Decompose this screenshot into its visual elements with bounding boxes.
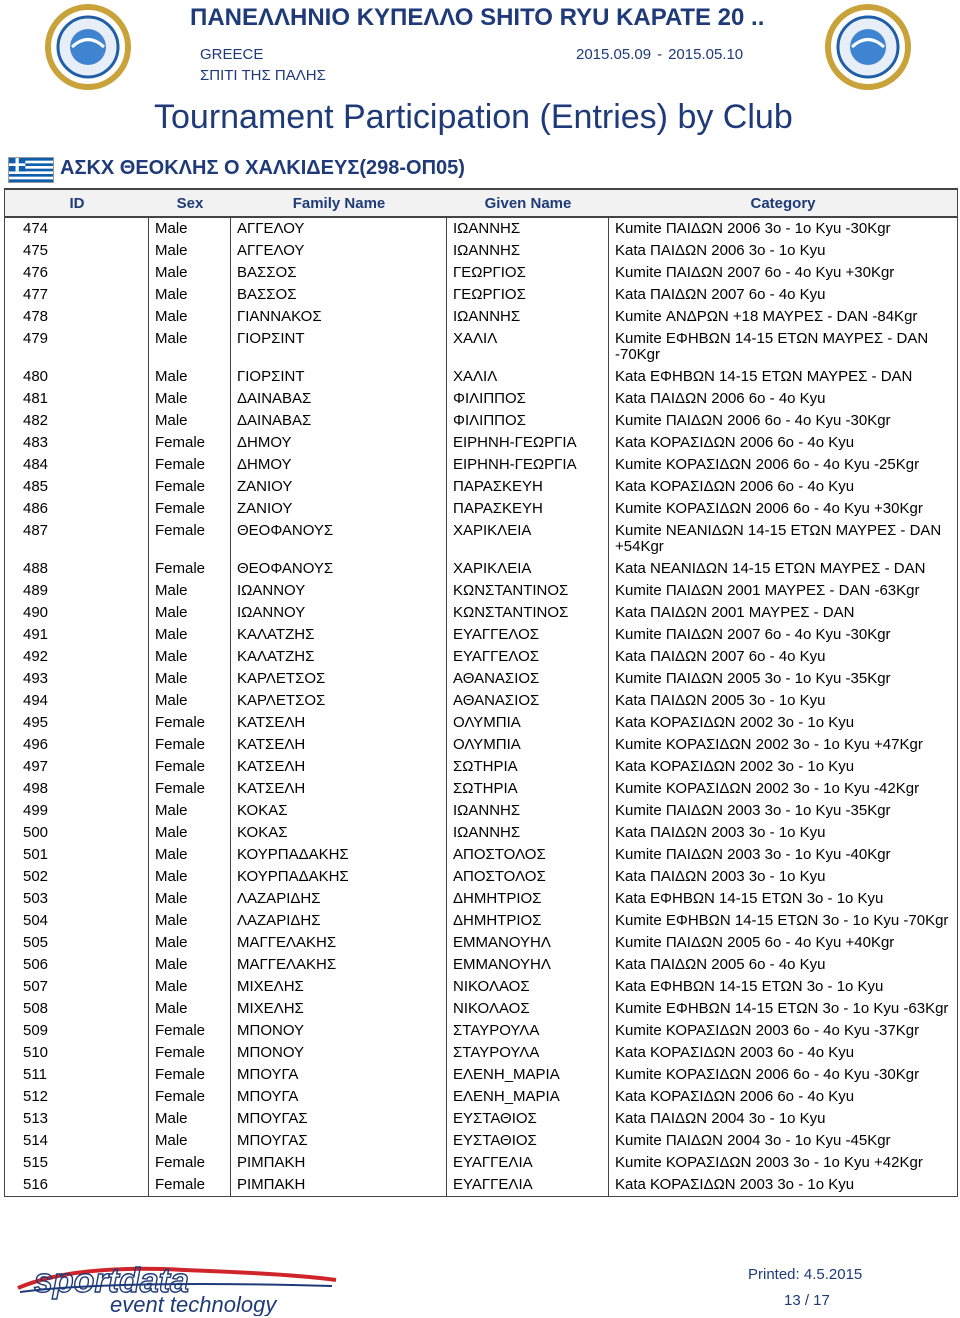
event-country: GREECE — [200, 46, 264, 63]
cell-sex: Male — [149, 366, 231, 388]
cell-sex: Male — [149, 1130, 231, 1152]
event-title: ΠΑΝΕΛΛΗΝΙΟ ΚΥΠΕΛΛΟ SHITO RYU ΚΑΡΑΤΕ 20 .. — [190, 4, 765, 31]
cell-id: 490 — [5, 602, 149, 624]
cell-id: 502 — [5, 866, 149, 888]
cell-family-name: ΡΙΜΠΑΚΗ — [231, 1152, 447, 1174]
table-row — [5, 998, 957, 1020]
cell-category: Kata ΚΟΡΑΣΙΔΩΝ 2006 6ο - 4ο Kyu — [615, 478, 855, 495]
club-header — [4, 150, 956, 186]
cell-family-name: ΜΠΟΥΓΑΣ — [231, 1130, 447, 1152]
cell-sex: Male — [149, 932, 231, 954]
table-row — [5, 432, 957, 454]
cell-given-name: ΕΥΑΓΓΕΛΟΣ — [447, 624, 609, 646]
cell-category: Kata ΠΑΙΔΩΝ 2007 6ο - 4ο Kyu — [615, 286, 826, 303]
cell-given-name: ΣΩΤΗΡΙΑ — [447, 756, 609, 778]
cell-sex: Male — [149, 910, 231, 932]
cell-id: 514 — [5, 1130, 149, 1152]
column-header-sex: Sex — [176, 194, 204, 212]
cell-category: Kata ΠΑΙΔΩΝ 2003 3ο - 1ο Kyu — [615, 868, 826, 885]
table-row — [5, 262, 957, 284]
cell-given-name: ΠΑΡΑΣΚΕΥΗ — [447, 476, 609, 498]
cell-category: Kumite ΚΟΡΑΣΙΔΩΝ 2003 3ο - 1ο Kyu +42Kgr — [615, 1154, 923, 1171]
cell-family-name: ΖΑΝΙΟΥ — [231, 476, 447, 498]
cell-id: 483 — [5, 432, 149, 454]
cell-given-name: ΕΙΡΗΝΗ-ΓΕΩΡΓΙΑ — [447, 432, 609, 454]
table-row — [5, 734, 957, 756]
cell-given-name: ΝΙΚΟΛΑΟΣ — [447, 998, 609, 1020]
cell-id: 495 — [5, 712, 149, 734]
cell-given-name: ΕΜΜΑΝΟΥΗΛ — [447, 954, 609, 976]
cell-given-name: ΝΙΚΟΛΑΟΣ — [447, 976, 609, 998]
cell-sex: Female — [149, 756, 231, 778]
cell-id: 476 — [5, 262, 149, 284]
cell-family-name: ΙΩΑΝΝΟΥ — [231, 580, 447, 602]
cell-family-name: ΓΙΟΡΣΙΝΤ — [231, 366, 447, 388]
cell-sex: Male — [149, 388, 231, 410]
cell-id: 485 — [5, 476, 149, 498]
cell-given-name: ΙΩΑΝΝΗΣ — [447, 218, 609, 240]
cell-id: 510 — [5, 1042, 149, 1064]
cell-given-name: ΔΗΜΗΤΡΙΟΣ — [447, 910, 609, 932]
table-row — [5, 366, 957, 388]
cell-id: 496 — [5, 734, 149, 756]
cell-given-name: ΓΕΩΡΓΙΟΣ — [447, 284, 609, 306]
cell-category: Kumite ΠΑΙΔΩΝ 2007 6ο - 4ο Kyu +30Kgr — [615, 264, 895, 281]
cell-family-name: ΚΑΛΑΤΖΗΣ — [231, 624, 447, 646]
cell-sex: Female — [149, 1020, 231, 1042]
cell-sex: Male — [149, 844, 231, 866]
cell-sex: Male — [149, 218, 231, 240]
cell-sex: Female — [149, 454, 231, 476]
cell-sex: Male — [149, 668, 231, 690]
cell-family-name: ΜΑΓΓΕΛΑΚΗΣ — [231, 932, 447, 954]
cell-sex: Female — [149, 498, 231, 520]
cell-family-name: ΜΑΓΓΕΛΑΚΗΣ — [231, 954, 447, 976]
cell-id: 504 — [5, 910, 149, 932]
cell-category: Kumite ΚΟΡΑΣΙΔΩΝ 2006 6ο - 4ο Kyu -25Kgr — [615, 456, 920, 473]
cell-sex: Male — [149, 410, 231, 432]
table-row — [5, 800, 957, 822]
table-header — [5, 188, 957, 218]
table-row — [5, 756, 957, 778]
cell-category: Kata ΠΑΙΔΩΝ 2007 6ο - 4ο Kyu — [615, 648, 826, 665]
date-end: 2015.05.10 — [668, 46, 744, 63]
cell-family-name: ΚΑΡΛΕΤΣΟΣ — [231, 668, 447, 690]
cell-family-name: ΔΗΜΟΥ — [231, 454, 447, 476]
column-header-family-name: Family Name — [292, 194, 386, 212]
cell-given-name: ΕΥΑΓΓΕΛΙΑ — [447, 1152, 609, 1174]
table-row — [5, 844, 957, 866]
cell-sex: Male — [149, 306, 231, 328]
date-separator: - — [657, 46, 663, 63]
cell-sex: Female — [149, 734, 231, 756]
cell-sex: Female — [149, 1042, 231, 1064]
table-body — [5, 218, 957, 1196]
cell-family-name: ΑΓΓΕΛΟΥ — [231, 240, 447, 262]
cell-family-name: ΒΑΣΣΟΣ — [231, 262, 447, 284]
cell-given-name: ΕΙΡΗΝΗ-ΓΕΩΡΓΙΑ — [447, 454, 609, 476]
cell-category: Kumite ΠΑΙΔΩΝ 2007 6ο - 4ο Kyu -30Kgr — [615, 626, 891, 643]
federation-logo-left — [42, 4, 134, 90]
cell-category: Kumite ΚΟΡΑΣΙΔΩΝ 2002 3ο - 1ο Kyu -42Kgr — [615, 780, 920, 797]
cell-family-name: ΡΙΜΠΑΚΗ — [231, 1174, 447, 1196]
table-row — [5, 306, 957, 328]
table-row — [5, 580, 957, 602]
cell-given-name: ΙΩΑΝΝΗΣ — [447, 800, 609, 822]
cell-category: Kumite ΠΑΙΔΩΝ 2004 3ο - 1ο Kyu -45Kgr — [615, 1132, 891, 1149]
cell-category: Kumite ΑΝΔΡΩΝ +18 ΜΑΥΡΕΣ - DAN -84Kgr — [615, 308, 918, 325]
event-venue: ΣΠΙΤΙ ΤΗΣ ΠΑΛΗΣ — [200, 67, 326, 84]
cell-category: Kumite ΚΟΡΑΣΙΔΩΝ 2002 3ο - 1ο Kyu +47Kgr — [615, 736, 923, 753]
table-row — [5, 1108, 957, 1130]
cell-category: Kata ΚΟΡΑΣΙΔΩΝ 2003 3ο - 1ο Kyu — [615, 1176, 855, 1193]
cell-family-name: ΘΕΟΦΑΝΟΥΣ — [231, 520, 447, 558]
cell-sex: Male — [149, 284, 231, 306]
cell-id: 480 — [5, 366, 149, 388]
cell-given-name: ΕΛΕΝΗ_ΜΑΡΙΑ — [447, 1086, 609, 1108]
cell-id: 499 — [5, 800, 149, 822]
cell-sex: Male — [149, 580, 231, 602]
cell-category: Kata ΚΟΡΑΣΙΔΩΝ 2002 3ο - 1ο Kyu — [615, 714, 855, 731]
cell-sex: Male — [149, 602, 231, 624]
table-row — [5, 668, 957, 690]
cell-id: 487 — [5, 520, 149, 558]
cell-id: 509 — [5, 1020, 149, 1042]
column-header-category: Category — [750, 194, 816, 212]
cell-given-name: ΠΑΡΑΣΚΕΥΗ — [447, 498, 609, 520]
cell-given-name: ΣΤΑΥΡΟΥΛΑ — [447, 1042, 609, 1064]
cell-family-name: ΚΟΥΡΠΑΔΑΚΗΣ — [231, 844, 447, 866]
cell-category: Kumite ΚΟΡΑΣΙΔΩΝ 2006 6ο - 4ο Kyu -30Kgr — [615, 1066, 920, 1083]
page-number: 13 / 17 — [784, 1292, 830, 1309]
cell-category: Kata ΚΟΡΑΣΙΔΩΝ 2006 6ο - 4ο Kyu — [615, 434, 855, 451]
cell-family-name: ΛΑΖΑΡΙΔΗΣ — [231, 888, 447, 910]
cell-family-name: ΜΠΟΝΟΥ — [231, 1020, 447, 1042]
report-title: Tournament Participation (Entries) by Club — [154, 98, 793, 136]
cell-family-name: ΔΑΙΝΑΒΑΣ — [231, 410, 447, 432]
cell-given-name: ΧΑΛΙΛ — [447, 328, 609, 366]
table-row — [5, 476, 957, 498]
cell-sex: Male — [149, 328, 231, 366]
cell-category: Kata ΠΑΙΔΩΝ 2005 3ο - 1ο Kyu — [615, 692, 826, 709]
cell-id: 484 — [5, 454, 149, 476]
table-row — [5, 558, 957, 580]
table-row — [5, 1064, 957, 1086]
cell-category: Kata ΠΑΙΔΩΝ 2003 3ο - 1ο Kyu — [615, 824, 826, 841]
table-row — [5, 520, 957, 558]
cell-id: 498 — [5, 778, 149, 800]
table-row — [5, 1130, 957, 1152]
table-row — [5, 1042, 957, 1064]
cell-given-name: ΧΑΡΙΚΛΕΙΑ — [447, 558, 609, 580]
cell-id: 512 — [5, 1086, 149, 1108]
cell-given-name: ΚΩΝΣΤΑΝΤΙΝΟΣ — [447, 580, 609, 602]
cell-family-name: ΜΠΟΥΓΑ — [231, 1064, 447, 1086]
cell-sex: Female — [149, 1086, 231, 1108]
table-row — [5, 888, 957, 910]
column-header-given-name: Given Name — [484, 194, 572, 212]
table-row — [5, 218, 957, 240]
cell-category: Kumite ΠΑΙΔΩΝ 2003 3ο - 1ο Kyu -40Kgr — [615, 846, 891, 863]
cell-family-name: ΓΙΟΡΣΙΝΤ — [231, 328, 447, 366]
cell-sex: Female — [149, 712, 231, 734]
table-row — [5, 822, 957, 844]
cell-category: Kata ΠΑΙΔΩΝ 2004 3ο - 1ο Kyu — [615, 1110, 826, 1127]
cell-family-name: ΚΑΤΣΕΛΗ — [231, 712, 447, 734]
cell-id: 486 — [5, 498, 149, 520]
cell-category: Kata ΚΟΡΑΣΙΔΩΝ 2003 6ο - 4ο Kyu — [615, 1044, 855, 1061]
cell-sex: Female — [149, 778, 231, 800]
table-row — [5, 954, 957, 976]
cell-id: 475 — [5, 240, 149, 262]
federation-logo-right — [822, 4, 914, 90]
table-row — [5, 410, 957, 432]
table-row — [5, 690, 957, 712]
cell-given-name: ΕΥΑΓΓΕΛΟΣ — [447, 646, 609, 668]
cell-given-name: ΣΩΤΗΡΙΑ — [447, 778, 609, 800]
table-row — [5, 932, 957, 954]
table-row — [5, 240, 957, 262]
cell-given-name: ΦΙΛΙΠΠΟΣ — [447, 388, 609, 410]
cell-sex: Male — [149, 866, 231, 888]
table-row — [5, 910, 957, 932]
cell-id: 516 — [5, 1174, 149, 1196]
cell-sex: Female — [149, 476, 231, 498]
cell-category: Kata ΠΑΙΔΩΝ 2006 3ο - 1ο Kyu — [615, 242, 826, 259]
cell-id: 503 — [5, 888, 149, 910]
cell-given-name: ΕΜΜΑΝΟΥΗΛ — [447, 932, 609, 954]
cell-sex: Male — [149, 690, 231, 712]
cell-family-name: ΚΑΤΣΕΛΗ — [231, 778, 447, 800]
cell-category: Kumite ΕΦΗΒΩΝ 14-15 ΕΤΩΝ ΜΑΥΡΕΣ - DAN -70Kgr — [615, 330, 929, 363]
table-row — [5, 866, 957, 888]
cell-family-name: ΓΙΑΝΝΑΚΟΣ — [231, 306, 447, 328]
table-row — [5, 1152, 957, 1174]
cell-family-name: ΒΑΣΣΟΣ — [231, 284, 447, 306]
cell-category: Kumite ΚΟΡΑΣΙΔΩΝ 2003 6ο - 4ο Kyu -37Kgr — [615, 1022, 920, 1039]
cell-given-name: ΕΥΣΤΑΘΙΟΣ — [447, 1130, 609, 1152]
cell-given-name: ΕΥΣΤΑΘΙΟΣ — [447, 1108, 609, 1130]
cell-family-name: ΖΑΝΙΟΥ — [231, 498, 447, 520]
cell-sex: Female — [149, 432, 231, 454]
brand-wordmark: sportdata — [34, 1262, 189, 1300]
cell-category: Kata ΕΦΗΒΩΝ 14-15 ΕΤΩΝ ΜΑΥΡΕΣ - DAN — [615, 368, 913, 385]
cell-id: 501 — [5, 844, 149, 866]
cell-family-name: ΑΓΓΕΛΟΥ — [231, 218, 447, 240]
cell-given-name: ΧΑΡΙΚΛΕΙΑ — [447, 520, 609, 558]
table-row — [5, 284, 957, 306]
cell-id: 508 — [5, 998, 149, 1020]
cell-family-name: ΚΟΥΡΠΑΔΑΚΗΣ — [231, 866, 447, 888]
cell-category: Kumite ΝΕΑΝΙΔΩΝ 14-15 ΕΤΩΝ ΜΑΥΡΕΣ - DAN +54Kgr — [615, 522, 942, 555]
cell-given-name: ΟΛΥΜΠΙΑ — [447, 734, 609, 756]
cell-category: Kumite ΚΟΡΑΣΙΔΩΝ 2006 6ο - 4ο Kyu +30Kgr — [615, 500, 923, 517]
table-row — [5, 602, 957, 624]
cell-category: Kumite ΠΑΙΔΩΝ 2003 3ο - 1ο Kyu -35Kgr — [615, 802, 891, 819]
printed-date: Printed: 4.5.2015 — [748, 1266, 863, 1283]
cell-id: 506 — [5, 954, 149, 976]
cell-family-name: ΚΑΤΣΕΛΗ — [231, 734, 447, 756]
cell-id: 500 — [5, 822, 149, 844]
cell-category: Kata ΠΑΙΔΩΝ 2006 6ο - 4ο Kyu — [615, 390, 826, 407]
cell-given-name: ΕΥΑΓΓΕΛΙΑ — [447, 1174, 609, 1196]
cell-category: Kumite ΕΦΗΒΩΝ 14-15 ΕΤΩΝ 3ο - 1ο Kyu -63Kgr — [615, 1000, 949, 1017]
cell-sex: Female — [149, 1174, 231, 1196]
cell-given-name: ΕΛΕΝΗ_ΜΑΡΙΑ — [447, 1064, 609, 1086]
cell-category: Kumite ΠΑΙΔΩΝ 2006 3ο - 1ο Kyu -30Kgr — [615, 220, 891, 237]
column-header-id: ID — [69, 194, 85, 212]
cell-family-name: ΜΠΟΝΟΥ — [231, 1042, 447, 1064]
cell-family-name: ΚΑΛΑΤΖΗΣ — [231, 646, 447, 668]
cell-category: Kumite ΠΑΙΔΩΝ 2005 6ο - 4ο Kyu +40Kgr — [615, 934, 895, 951]
table-row — [5, 976, 957, 998]
table-row — [5, 624, 957, 646]
cell-category: Kumite ΕΦΗΒΩΝ 14-15 ΕΤΩΝ 3ο - 1ο Kyu -70Kgr — [615, 912, 949, 929]
cell-family-name: ΙΩΑΝΝΟΥ — [231, 602, 447, 624]
cell-given-name: ΟΛΥΜΠΙΑ — [447, 712, 609, 734]
table-row — [5, 454, 957, 476]
table-row — [5, 328, 957, 366]
cell-id: 493 — [5, 668, 149, 690]
cell-id: 515 — [5, 1152, 149, 1174]
cell-id: 511 — [5, 1064, 149, 1086]
cell-id: 489 — [5, 580, 149, 602]
cell-id: 488 — [5, 558, 149, 580]
cell-given-name: ΧΑΛΙΛ — [447, 366, 609, 388]
cell-family-name: ΚΑΤΣΕΛΗ — [231, 756, 447, 778]
cell-given-name: ΣΤΑΥΡΟΥΛΑ — [447, 1020, 609, 1042]
cell-sex: Male — [149, 624, 231, 646]
cell-sex: Male — [149, 888, 231, 910]
cell-category: Kata ΠΑΙΔΩΝ 2005 6ο - 4ο Kyu — [615, 956, 826, 973]
table-row — [5, 778, 957, 800]
cell-sex: Male — [149, 800, 231, 822]
cell-given-name: ΔΗΜΗΤΡΙΟΣ — [447, 888, 609, 910]
cell-sex: Male — [149, 1108, 231, 1130]
cell-id: 482 — [5, 410, 149, 432]
cell-family-name: ΜΙΧΕΛΗΣ — [231, 998, 447, 1020]
cell-category: Kata ΕΦΗΒΩΝ 14-15 ΕΤΩΝ 3ο - 1ο Kyu — [615, 978, 884, 995]
cell-family-name: ΚΑΡΛΕΤΣΟΣ — [231, 690, 447, 712]
brand-tagline: event technology — [110, 1292, 277, 1316]
cell-family-name: ΛΑΖΑΡΙΔΗΣ — [231, 910, 447, 932]
table-row — [5, 498, 957, 520]
entries-table — [4, 188, 958, 1197]
cell-id: 497 — [5, 756, 149, 778]
cell-id: 479 — [5, 328, 149, 366]
cell-category: Kumite ΠΑΙΔΩΝ 2005 3ο - 1ο Kyu -35Kgr — [615, 670, 891, 687]
cell-sex: Male — [149, 976, 231, 998]
cell-sex: Male — [149, 822, 231, 844]
cell-category: Kata ΠΑΙΔΩΝ 2001 ΜΑΥΡΕΣ - DAN — [615, 604, 855, 621]
date-start: 2015.05.09 — [576, 46, 652, 63]
table-row — [5, 646, 957, 668]
sportdata-logo — [14, 1262, 344, 1316]
cell-category: Kata ΚΟΡΑΣΙΔΩΝ 2006 6ο - 4ο Kyu — [615, 1088, 855, 1105]
cell-category: Kumite ΠΑΙΔΩΝ 2006 6ο - 4ο Kyu -30Kgr — [615, 412, 891, 429]
cell-given-name: ΚΩΝΣΤΑΝΤΙΝΟΣ — [447, 602, 609, 624]
cell-sex: Male — [149, 998, 231, 1020]
club-name: ΑΣΚΧ ΘΕΟΚΛΗΣ Ο ΧΑΛΚΙΔΕΥΣ(298-ΟΠ05) — [60, 157, 465, 179]
cell-category: Kata ΝΕΑΝΙΔΩΝ 14-15 ΕΤΩΝ ΜΑΥΡΕΣ - DAN — [615, 560, 926, 577]
cell-sex: Male — [149, 646, 231, 668]
cell-given-name: ΓΕΩΡΓΙΟΣ — [447, 262, 609, 284]
cell-given-name: ΙΩΑΝΝΗΣ — [447, 822, 609, 844]
cell-id: 492 — [5, 646, 149, 668]
cell-family-name: ΚΟΚΑΣ — [231, 822, 447, 844]
cell-family-name: ΜΠΟΥΓΑ — [231, 1086, 447, 1108]
cell-given-name: ΦΙΛΙΠΠΟΣ — [447, 410, 609, 432]
cell-given-name: ΑΘΑΝΑΣΙΟΣ — [447, 690, 609, 712]
cell-sex: Male — [149, 954, 231, 976]
cell-id: 478 — [5, 306, 149, 328]
cell-sex: Male — [149, 240, 231, 262]
cell-given-name: ΙΩΑΝΝΗΣ — [447, 240, 609, 262]
cell-given-name: ΑΠΟΣΤΟΛΟΣ — [447, 866, 609, 888]
cell-id: 491 — [5, 624, 149, 646]
cell-family-name: ΔΑΙΝΑΒΑΣ — [231, 388, 447, 410]
table-row — [5, 1174, 957, 1196]
cell-family-name: ΘΕΟΦΑΝΟΥΣ — [231, 558, 447, 580]
cell-sex: Male — [149, 262, 231, 284]
cell-category: Kumite ΠΑΙΔΩΝ 2001 ΜΑΥΡΕΣ - DAN -63Kgr — [615, 582, 920, 599]
cell-category: Kata ΕΦΗΒΩΝ 14-15 ΕΤΩΝ 3ο - 1ο Kyu — [615, 890, 884, 907]
cell-sex: Female — [149, 1064, 231, 1086]
greek-flag-icon — [8, 157, 54, 183]
cell-id: 494 — [5, 690, 149, 712]
table-row — [5, 1086, 957, 1108]
cell-family-name: ΜΠΟΥΓΑΣ — [231, 1108, 447, 1130]
cell-family-name: ΜΙΧΕΛΗΣ — [231, 976, 447, 998]
cell-category: Kata ΚΟΡΑΣΙΔΩΝ 2002 3ο - 1ο Kyu — [615, 758, 855, 775]
cell-sex: Female — [149, 1152, 231, 1174]
cell-given-name: ΑΘΑΝΑΣΙΟΣ — [447, 668, 609, 690]
table-row — [5, 1020, 957, 1042]
cell-id: 474 — [5, 218, 149, 240]
cell-id: 513 — [5, 1108, 149, 1130]
cell-given-name: ΑΠΟΣΤΟΛΟΣ — [447, 844, 609, 866]
cell-family-name: ΚΟΚΑΣ — [231, 800, 447, 822]
table-row — [5, 712, 957, 734]
cell-family-name: ΔΗΜΟΥ — [231, 432, 447, 454]
table-row — [5, 388, 957, 410]
cell-id: 477 — [5, 284, 149, 306]
event-dates — [576, 46, 743, 63]
cell-given-name: ΙΩΑΝΝΗΣ — [447, 306, 609, 328]
cell-sex: Female — [149, 520, 231, 558]
cell-id: 505 — [5, 932, 149, 954]
cell-sex: Female — [149, 558, 231, 580]
cell-id: 507 — [5, 976, 149, 998]
cell-id: 481 — [5, 388, 149, 410]
